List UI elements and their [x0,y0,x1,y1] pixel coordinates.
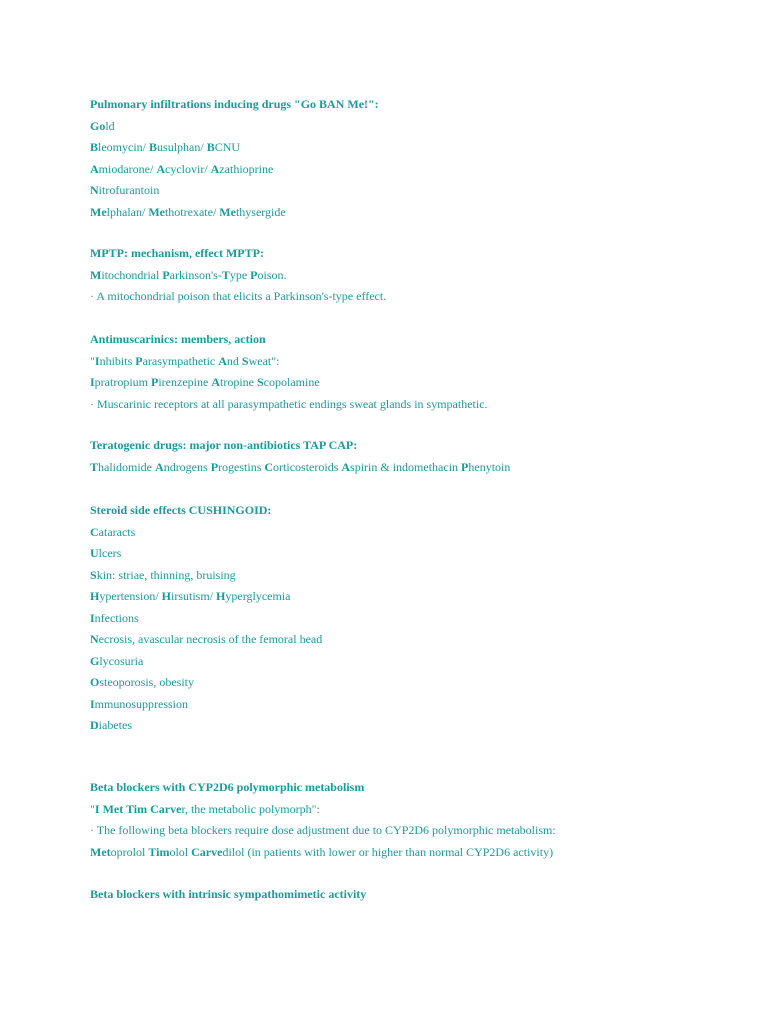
text-line [90,159,748,181]
text-segment: kin: striae, thinning, bruising [96,567,236,582]
mnemonic-letter: I [90,610,95,625]
text-segment: orticosteroids [273,459,342,474]
mnemonic-letter: B [90,140,99,154]
text-line [90,629,748,651]
text-segment: ld [105,118,115,133]
mnemonic-letter: P [461,459,469,474]
mnemonic-letter: Carve [191,844,223,859]
mnemonic-letter: H [216,589,226,603]
text-segment: itochondrial [101,267,163,282]
text-segment: iabetes [98,718,132,732]
text-segment: lphalan/ [106,204,149,219]
section-title: Beta blockers with intrinsic sympathomimetic activity [90,887,367,901]
text-segment: itrofurantoin [98,183,160,197]
mnemonic-letter: H [161,589,172,603]
text-segment: arasympathetic [142,353,219,368]
mnemonic-letter: P [162,267,170,282]
mnemonic-letter: A [211,375,220,389]
text-segment: miodarone/ [98,161,157,176]
section-title: MPTP: mechanism, effect MPTP: [90,246,264,260]
text-segment: irenzepine [158,375,212,389]
section-title: Teratogenic drugs: major non-antibiotics TAP CAP: [90,438,358,452]
mnemonic-letter: D [90,718,99,732]
mnemonic-letter: A [156,161,165,176]
mnemonic-letter: P [151,375,159,389]
text-line [90,137,748,159]
text-segment: halidomide [98,459,156,474]
section-antimuscarinics [90,329,748,415]
mnemonic-letter: Me [90,204,107,219]
text-line [90,694,748,716]
mnemonic-letter: A [210,161,220,176]
text-line [90,842,748,864]
mnemonic-letter: S [256,375,264,389]
text-segment: ype [229,267,251,282]
section-teratogenic-drugs [90,435,748,478]
text-segment: yperglycemia [225,589,291,603]
mnemonic-letter: A [155,459,164,474]
text-line [90,820,748,842]
mnemonic-letter: S [241,353,249,368]
text-segment: ypertension/ [99,589,162,603]
mnemonic-letter: Go [90,118,106,133]
mnemonic-letter: H [90,589,100,603]
mnemonic-letter: O [90,675,100,689]
mnemonic-letter: A [341,459,351,474]
text-segment: CNU [214,140,241,154]
mnemonic-letter: P [250,267,258,282]
section-title: Pulmonary infiltrations inducing drugs "Go BAN Me!": [90,97,379,111]
mnemonic-letter: C [90,524,99,539]
text-segment: · A mitochondrial poison that elicits a Parkinson's-type effect. [90,289,387,303]
text-segment: mmunosuppression [94,696,189,711]
text-line [90,116,748,138]
text-segment: leomycin/ [98,140,150,154]
text-line [90,372,748,394]
text-segment: oprolol [110,844,149,859]
text-segment: cyclovir/ [165,161,211,176]
text-line [90,457,748,479]
text-segment: thotrexate/ [164,204,220,219]
text-line [90,586,748,608]
text-segment: thysergide [235,204,286,219]
mnemonic-letter: T [90,459,99,474]
text-segment: copolamine [263,375,320,389]
mnemonic-letter: P [135,353,143,368]
text-segment: ndrogens [163,459,211,474]
mnemonic-letter: I [90,696,95,711]
text-segment: oison. [257,267,287,282]
text-line [90,351,748,373]
text-segment: spirin & indomethacin [350,459,462,474]
mnemonic-letter: I [90,375,95,389]
mnemonic-letter: Tim [148,844,170,859]
mnemonic-letter: Met [90,844,111,859]
text-segment: usulphan/ [157,140,207,154]
text-segment: ataracts [98,524,136,539]
text-line [90,672,748,694]
mnemonic-letter: N [90,183,99,197]
text-segment: lycosuria [99,653,144,668]
section-steroid-side-effects [90,500,748,737]
mnemonic-letter: Me [148,204,165,219]
text-segment: tropine [219,375,257,389]
text-segment: arkinson's- [169,267,222,282]
text-line [90,180,748,202]
text-segment: irsutism/ [171,589,217,603]
text-segment: r, the metabolic polymorph": [181,801,320,816]
mnemonic-letter: T [221,267,230,282]
mnemonic-letter: M [90,267,102,282]
text-segment: · The following beta blockers require dose adjustment due to CYP2D6 polymorphic metabolism: [90,823,556,837]
text-line [90,799,748,821]
text-line [90,202,748,224]
text-line [90,715,748,737]
mnemonic-letter: Me [219,204,236,219]
text-line [90,608,748,630]
section-title: Antimuscarinics: members, action [90,332,266,346]
text-segment: zathioprine [219,161,274,176]
text-segment: ecrosis, avascular necrosis of the femoral head [98,632,323,646]
section-title: Steroid side effects CUSHINGOID: [90,503,272,517]
section-beta-blockers-isa [90,884,748,906]
mnemonic-letter: P [210,459,219,474]
section-title: Beta blockers with CYP2D6 polymorphic metabolism [90,780,365,794]
text-line [90,522,748,544]
mnemonic-letter: A [218,353,227,368]
text-segment: olol [169,844,192,859]
section-beta-blockers-cyp2d6 [90,777,748,863]
text-line [90,651,748,673]
text-segment: nd [226,353,242,368]
mnemonic-letter: I Met Tim Carve [94,801,182,816]
mnemonic-letter: G [90,653,100,668]
text-segment: henytoin [468,459,511,474]
mnemonic-letter: A [90,161,99,176]
text-segment: rogestins [218,459,265,474]
text-segment: " [90,801,95,816]
text-line [90,543,748,565]
text-line [90,286,748,308]
text-line [90,265,748,287]
section-mptp [90,243,748,308]
mnemonic-letter: S [90,567,97,582]
text-segment: dilol (in patients with lower or higher than normal CYP2D6 activity) [222,844,554,859]
text-segment: nhibits [99,353,136,368]
text-segment: " [90,353,95,368]
mnemonic-letter: N [90,632,99,646]
mnemonic-letter: U [90,546,99,560]
text-segment: nfections [94,610,139,625]
text-line [90,394,748,416]
text-segment: pratropium [94,375,151,389]
text-segment: lcers [98,546,122,560]
text-segment: steoporosis, obesity [99,675,195,689]
text-segment: · Muscarinic receptors at all parasympathetic endings sweat glands in sympathetic. [90,396,488,411]
mnemonic-letter: C [264,459,274,474]
mnemonic-letter: I [94,353,100,368]
text-segment: weat": [248,353,280,368]
text-line [90,565,748,587]
mnemonic-letter: B [149,140,158,154]
section-pulmonary-infiltrations [90,94,748,223]
mnemonic-letter: B [206,140,215,154]
